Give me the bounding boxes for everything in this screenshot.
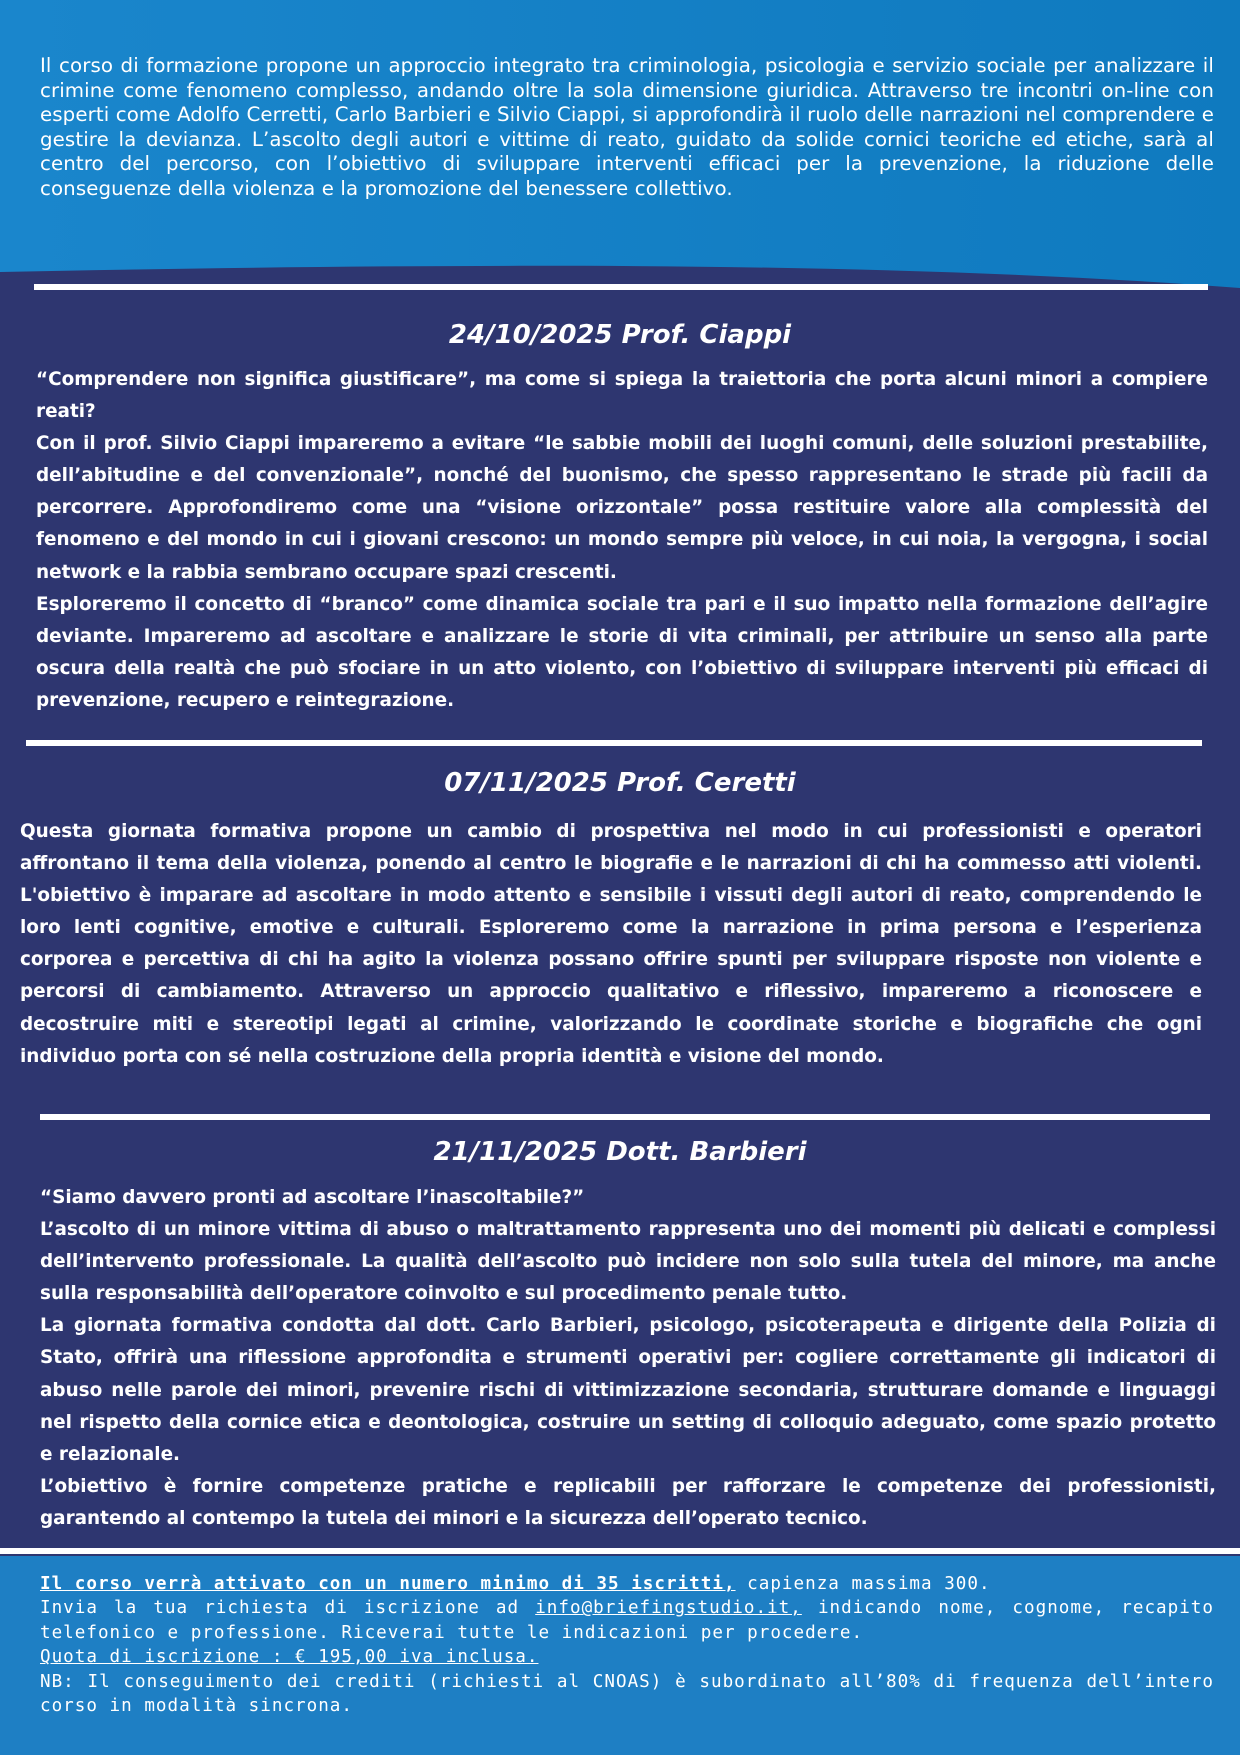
paragraph: “Siamo davvero pronti ad ascoltare l’inascoltabile?” [40,1187,585,1208]
section-body-ceretti [20,816,1202,1073]
request-prefix: Invia la tua richiesta di iscrizione ad [40,1598,536,1619]
request-suffix: indicando nome, cognome, recapito telefonico e professione. Riceverai tutte le indicazioni per procedere. [40,1598,1214,1643]
note-line [40,1670,1214,1719]
fee-line [40,1645,1214,1669]
section-title-ceretti: 07/11/2025 Prof. Ceretti [444,768,796,798]
section-title-ciappi: 24/10/2025 Prof. Ciappi [448,320,792,350]
paragraph: L’obiettivo è fornire competenze pratiche e replicabili per rafforzare le competenze dei professionisti, garantendo al contempo la tutela dei minori e la sicurezza dell’operato tecnico. [40,1475,1216,1529]
divider [40,1114,1210,1120]
paragraph: L’ascolto di un minore vittima di abuso o maltrattamento rappresenta uno dei momenti più delicati e complessi dell’intervento professionale. La qualità dell’ascolto può incidere non solo sulla tutela del minore, ma anche sulla responsabilità dell’operatore coinvolto e sul procedimento penale tutto. [40,1219,1216,1305]
activation-line [40,1572,1214,1596]
section-body-ciappi [36,364,1208,717]
paragraph: Questa giornata formativa propone un cambio di prospettiva nel modo in cui professionisti e operatori affrontano il tema della violenza, ponendo al centro le biografie e le narrazioni di chi ha commesso atti violenti. L'obiettivo è imparare ad ascoltare in modo attento e sensibile i vissuti degli autori di reato, comprendendo le loro lenti cognitive, emotive e culturali. Esploreremo come la narrazione in prima persona e l’esperienza corporea e percettiva di chi ha agito la violenza possano offrire spunti per sviluppare risposte non violente e percorsi di cambiamento. Attraverso un approccio qualitativo e riflessivo, impareremo a riconoscere e decostruire miti e stereotipi legati al crimine, valorizzando le coordinate storiche e biografiche che ogni individuo porta con sé nella costruzione della propria identità e visione del mondo. [20,821,1202,1067]
note: NB: Il conseguimento dei crediti (richiesti al CNOAS) è subordinato all’80% di frequenza dell’intero corso in modalità sincrona. [40,1671,1214,1717]
fee: Quota di iscrizione : € 195,00 iva inclusa. [40,1647,539,1668]
paragraph: Con il prof. Silvio Ciappi impareremo a evitare “le sabbie mobili dei luoghi comuni, delle soluzioni prestabilite, dell’abitudine e del convenzionale”, nonché del buonismo, che spesso rappresentano le strade più facili da percorrere. Approfondiremo come una “visione orizzontale” possa restituire valore alla complessità del fenomeno e del mondo in cui i giovani crescono: un mondo sempre più veloce, in cui noia, la vergogna, i social network e la rabbia sembrano occupare spazi crescenti. [36,433,1208,583]
footer-divider [0,1548,1240,1554]
section-title-barbieri: 21/11/2025 Dott. Barbieri [433,1137,807,1167]
intro-text: Il corso di formazione propone un approccio integrato tra criminologia, psicologia e servizio sociale per analizzare il crimine come fenomeno complesso, andando oltre la sola dimensione giuridica. Attraverso tre incontri on-line con esperti come Adolfo Cerretti, Carlo Barbieri e Silvio Ciappi, si approfondirà il ruolo delle narrazioni nel comprendere e gestire la devianza. L’ascolto degli autori e vittime di reato, guidato da solide cornici teoriche ed etiche, sarà al centro del percorso, con l’obiettivo di sviluppare interventi efficaci per la prevenzione, la riduzione delle conseguenze della violenza e la promozione del benessere collettivo. [40,54,1214,200]
paragraph: La giornata formativa condotta dal dott. Carlo Barbieri, psicologo, psicoterapeuta e dirigente della Polizia di Stato, offrirà una riflessione approfondita e strumenti operativi per: cogliere correttamente gli indicatori di abuso nelle parole dei minori, prevenire rischi di vittimizzazione secondaria, strutturare domande e linguaggi nel rispetto della cornice etica e deontologica, costruire un setting di colloquio adeguato, come spazio protetto e relazionale. [40,1315,1216,1465]
email-link[interactable]: info@briefingstudio.it, [535,1598,802,1619]
footer-info [40,1572,1214,1718]
divider [26,740,1202,746]
capacity: capienza massima 300. [735,1574,991,1594]
activation-condition: Il corso verrà attivato con un numero minimo di 35 iscritti, [40,1574,736,1594]
request-line [40,1596,1214,1645]
paragraph: Esploreremo il concetto di “branco” come dinamica sociale tra pari e il suo impatto nella formazione dell’agire deviante. Impareremo ad ascoltare e analizzare le storie di vita criminali, per attribuire un senso alla parte oscura della realtà che può sfociare in un atto violento, con l’obiettivo di sviluppare interventi più efficaci di prevenzione, recupero e reintegrazione. [36,593,1208,711]
section-body-barbieri [40,1182,1216,1535]
paragraph: “Comprendere non significa giustificare”, ma come si spiega la traiettoria che porta alcuni minori a compiere reati? [36,369,1208,423]
divider [34,284,1208,290]
